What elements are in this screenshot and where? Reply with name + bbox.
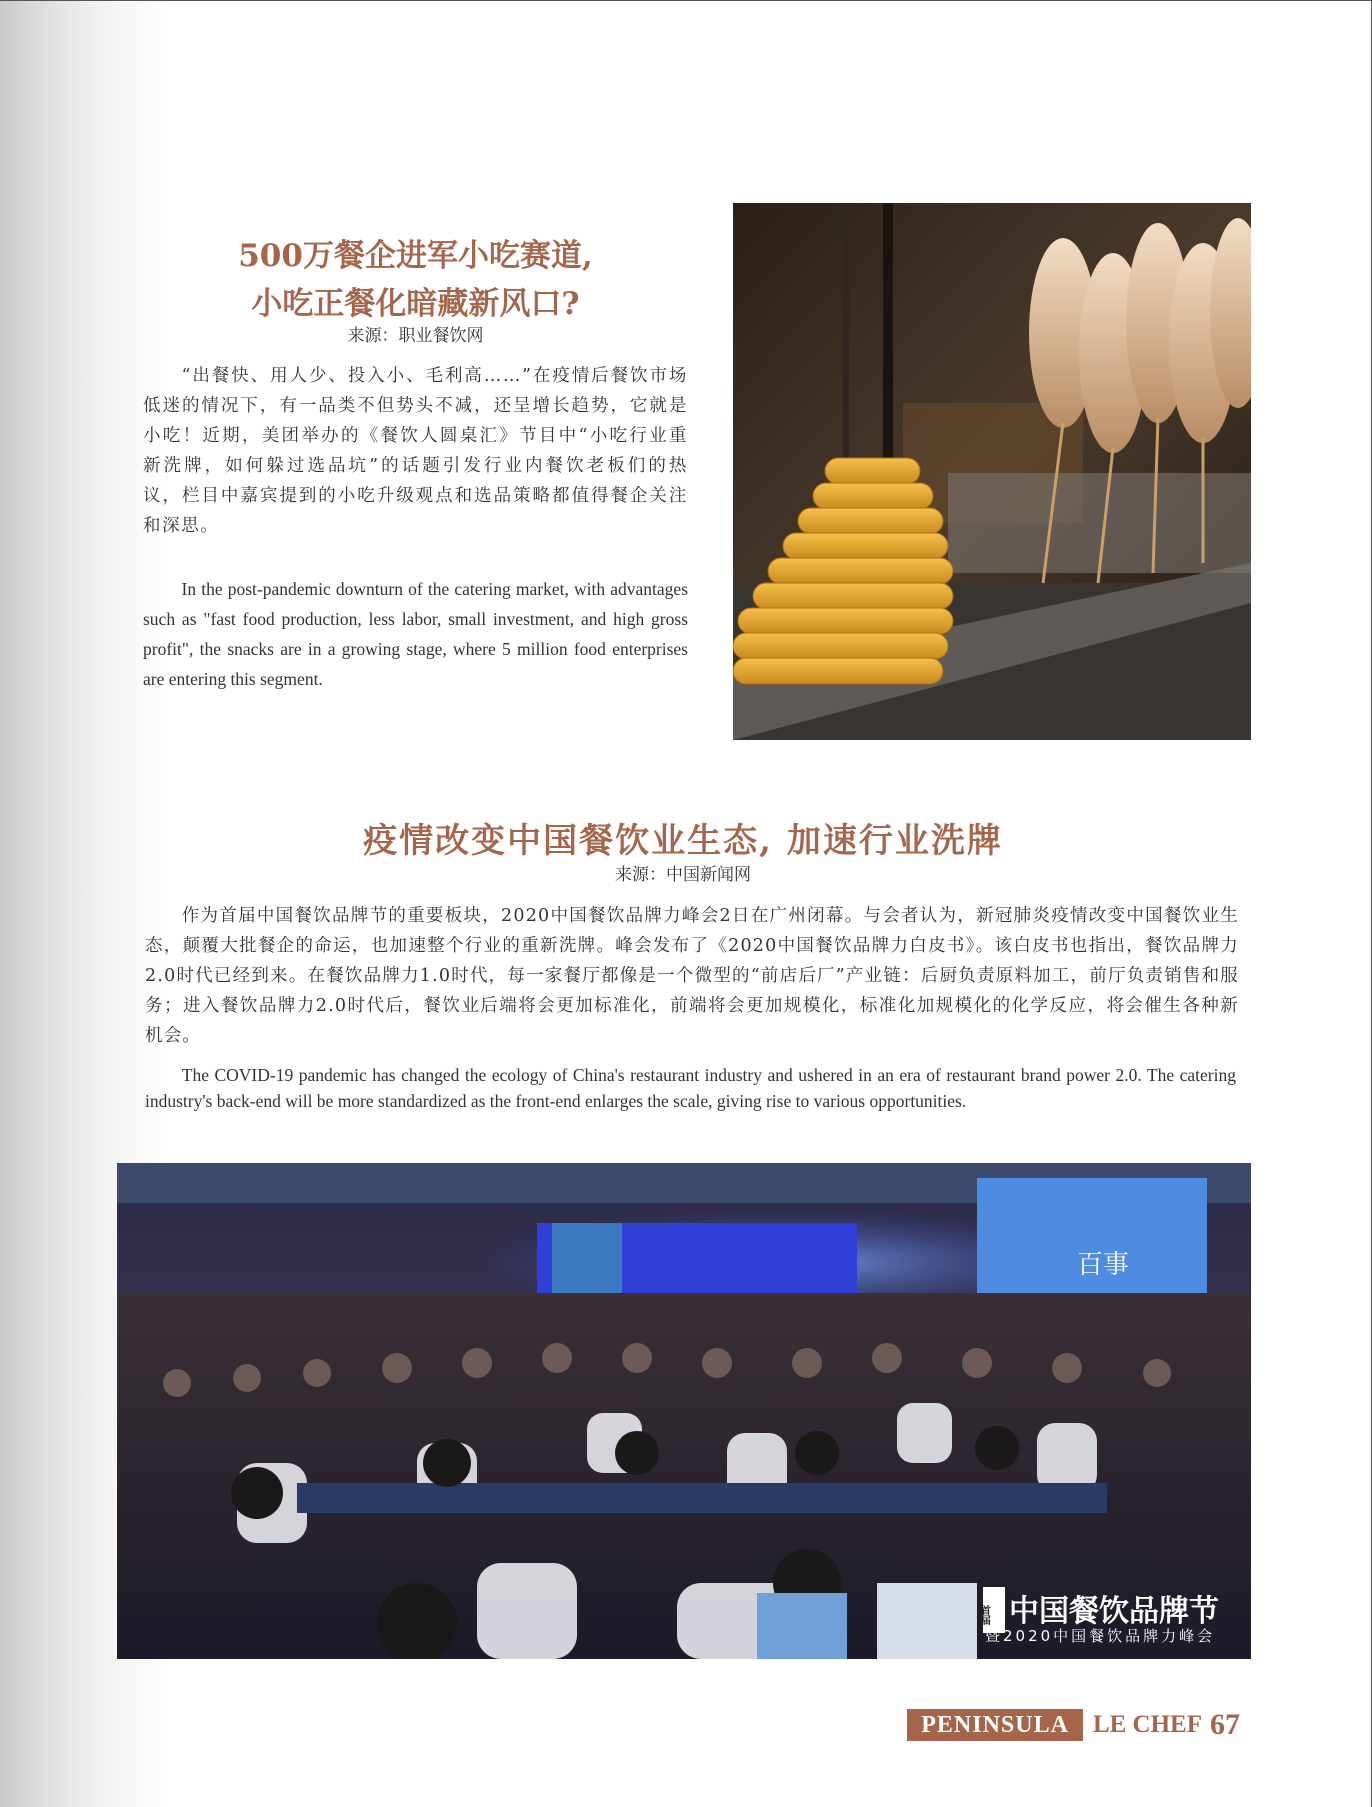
screen-brand-text: 百事 xyxy=(1077,1250,1130,1280)
page-border-top xyxy=(0,0,1372,1)
article1-body-chinese: “出餐快、用人少、投入小、毛利高……”在疫情后餐饮市场低迷的情况下，有一品类不但势头不减，还呈增长趋势，它就是小吃！近期，美团举办的《餐饮人圆桌汇》节目中“小吃行业重新洗牌，如何躲过选品坑”的话题引发行业内餐饮老板们的热议，栏目中嘉宾提到的小吃升级观点和选品策略都值得餐企关注和深思。 xyxy=(143,366,688,536)
article1-title xyxy=(143,232,688,328)
article2-source: 来源：中国新闻网 xyxy=(615,865,751,885)
article1-title-line1: 500万餐企进军小吃赛道, xyxy=(238,238,593,274)
article2-title: 疫情改变中国餐饮业生态, 加速行业洗牌 xyxy=(363,821,1003,861)
article1-body-english: In the post-pandemic downturn of the catering market, with advantages such as "fast food production, less labor, small investment, and high gross profit", the snacks are in a growing stage, where 5 million food enterprises are entering this segment. xyxy=(143,579,688,689)
footer-brand: PENINSULA xyxy=(907,1709,1083,1741)
snack-stall-photo xyxy=(733,203,1251,740)
logo-badge-text: 首届 xyxy=(978,1605,990,1625)
page-footer xyxy=(907,1707,1240,1743)
article1-title-line2: 小吃正餐化暗藏新风口? xyxy=(251,286,580,322)
logo-main-text: 中国餐饮品牌节 xyxy=(1009,1594,1219,1629)
conference-photo xyxy=(117,1163,1251,1659)
footer-magazine-name: LE CHEF xyxy=(1092,1711,1202,1738)
article2-body-english: The COVID-19 pandemic has changed the ecology of China's restaurant industry and ushered in an era of restaurant brand power 2.0. The catering industry's back-end will be more standardized as the front-end enlarges the scale, giving rise to various opportunities. xyxy=(145,1065,1236,1111)
page-number: 67 xyxy=(1210,1708,1240,1741)
article1-source: 来源：职业餐饮网 xyxy=(347,326,484,346)
article2-body-chinese: 作为首届中国餐饮品牌节的重要板块，2020中国餐饮品牌力峰会2日在广州闭幕。与会者认为，新冠肺炎疫情改变中国餐饮业生态，颠覆大批餐企的命运，也加速整个行业的重新洗牌。峰会发布了《2020中国餐饮品牌力白皮书》。该白皮书也指出，餐饮品牌力2.0时代已经到来。在餐饮品牌力1.0时代，每一家餐厅都像是一个微型的“前店后厂”产业链：后厨负责原料加工，前厅负责销售和服务；进入餐饮品牌力2.0时代后，餐饮业后端将会更加标准化，前端将会更加规模化，标准化加规模化的化学反应，将会催生各种新机会。 xyxy=(145,906,1239,1046)
logo-sub-text: 暨2020中国餐饮品牌力峰会 xyxy=(985,1627,1216,1645)
